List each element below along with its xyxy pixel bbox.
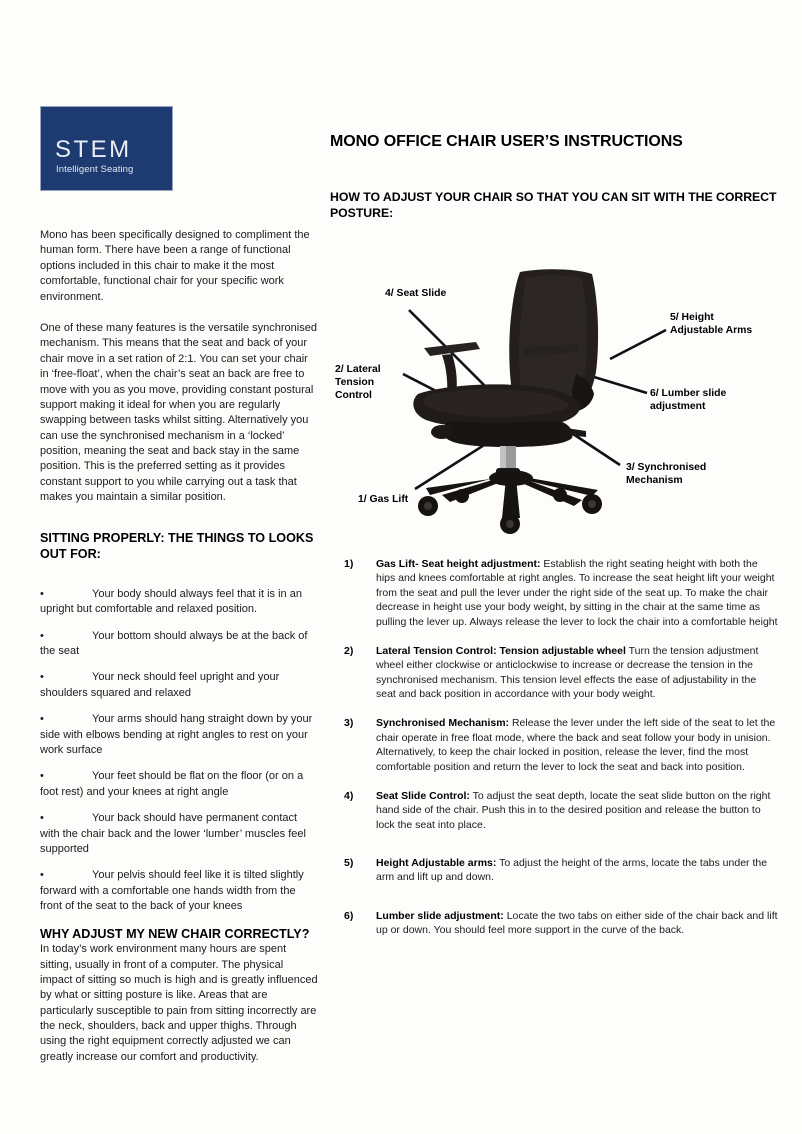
instruction-item bbox=[344, 557, 778, 629]
intro-paragraph-1: Mono has been specifically designed to compliment the human form. There have been a range of functional options included in this chair to make it the most comfortable, functional chair for your specific work environment. bbox=[40, 229, 310, 303]
list-item bbox=[40, 811, 318, 857]
instruction-body bbox=[376, 856, 778, 885]
list-item bbox=[40, 868, 318, 914]
bullet-icon: • bbox=[40, 713, 44, 726]
list-item bbox=[40, 712, 318, 758]
instruction-item bbox=[344, 644, 778, 702]
section-heading-adjust: HOW TO ADJUST YOUR CHAIR SO THAT YOU CAN SIT WITH THE CORRECT POSTURE: bbox=[330, 190, 777, 220]
sitting-tips-list bbox=[40, 587, 318, 915]
instruction-item bbox=[344, 789, 778, 832]
callout-gas-lift: 1/ Gas Lift bbox=[358, 494, 409, 505]
heading-sitting-properly: SITTING PROPERLY: THE THINGS TO LOOKS OUT FOR: bbox=[40, 530, 314, 562]
instruction-lead: Synchronised Mechanism: bbox=[376, 717, 510, 730]
instruction-body bbox=[376, 557, 778, 629]
why-adjust-paragraph: In today’s work environment many hours are spent sitting, usually in front of a computer. The physical impact of sitting so much is high and is greatly influenced by what or sitting posture is like. Areas that are particularly susceptible to pain from sitting incorrectly are the neck, shoulders, back and upper thighs. Through using the right equipment correctly adjusted we can greatly increase our comfort and productivity. bbox=[40, 943, 318, 1063]
list-item-text: Your neck should feel upright and your shoulders squared and relaxed bbox=[40, 671, 280, 699]
instruction-text: To adjust the height of the arms, locate the tabs under the arm and lift up and down. bbox=[376, 857, 768, 884]
instruction-item bbox=[344, 716, 778, 774]
instruction-text: Locate the two tabs on either side of the chair back and lift up or down. You should feel more support in the curve of the back. bbox=[376, 909, 778, 937]
instruction-number: 4) bbox=[344, 789, 354, 802]
instruction-text: Release the lever under the left side of the seat to let the chair operate in free float mode, where the back and seat follow your body in unision. Alternatively, to keep the chair locked in position, release the lever, find the most comfortable position and return the lever to lock the seat and back into position. bbox=[376, 717, 776, 773]
list-item-text: Your feet should be flat on the floor (or on a foot rest) and your knees at right angle bbox=[40, 770, 304, 798]
instruction-number: 1) bbox=[344, 558, 354, 570]
instruction-text: To adjust the seat depth, locate the seat slide button on the right hand side of the chair. Push this in to the desired position and release the button to lock the seat into place. bbox=[376, 789, 771, 831]
callout-seat-slide: 4/ Seat Slide bbox=[385, 288, 447, 299]
heading-why-adjust: WHY ADJUST MY NEW CHAIR CORRECTLY? bbox=[40, 926, 310, 941]
list-item-text: Your back should have permanent contact with the chair back and the lower ‘lumber’ muscles feel supported bbox=[40, 812, 306, 855]
callout-lumber-slide-adjustment: 6/ Lumber slide adjustment bbox=[650, 388, 727, 412]
instruction-item bbox=[344, 909, 778, 938]
list-item-text: Your pelvis should feel like it is tilted slightly forward with a comfortable one hands width from the front of the seat to the back of your knees bbox=[40, 869, 304, 913]
instruction-lead: Height Adjustable arms: bbox=[376, 857, 497, 869]
list-item bbox=[40, 769, 318, 800]
list-item bbox=[40, 629, 318, 660]
bullet-icon: • bbox=[40, 812, 44, 825]
instruction-body bbox=[376, 644, 778, 702]
instruction-item bbox=[344, 856, 778, 885]
logo-wordmark: STEM bbox=[55, 136, 132, 163]
instruction-number: 5) bbox=[344, 857, 354, 869]
list-item-text: Your bottom should always be at the back of the seat bbox=[40, 629, 308, 658]
bullet-icon: • bbox=[40, 587, 44, 600]
list-item bbox=[40, 670, 318, 701]
list-item-text: Your body should always feel that it is in an upright but comfortable and relaxed position. bbox=[40, 587, 302, 616]
page-title: MONO OFFICE CHAIR USER’S INSTRUCTIONS bbox=[330, 133, 683, 150]
instruction-text: Turn the tension adjustment wheel either clockwise or anticlockwise to increase or decrease the tension in the synchronised mechanism. This tension level effects the ease of adjustability in the seat and back position in accordance with your body weight. bbox=[376, 644, 759, 700]
callout-height-adjustable-arms: 5/ Height Adjustable Arms bbox=[670, 312, 753, 336]
header-block bbox=[330, 132, 777, 222]
callout-synchronised-mechanism: 3/ Synchronised Mechanism bbox=[626, 462, 707, 486]
logo-tagline: Intelligent Seating bbox=[56, 164, 134, 175]
list-item bbox=[40, 587, 318, 618]
instruction-body bbox=[376, 716, 778, 774]
stem-logo bbox=[40, 106, 173, 191]
instruction-lead: Lateral Tension Control: Tension adjustable wheel bbox=[376, 644, 626, 657]
bullet-icon: • bbox=[40, 770, 44, 783]
instruction-lead: Seat Slide Control: bbox=[376, 789, 470, 802]
bullet-icon: • bbox=[40, 629, 44, 642]
chair-shape bbox=[413, 269, 602, 534]
instruction-body bbox=[376, 909, 778, 938]
instruction-number: 2) bbox=[344, 644, 354, 657]
instruction-lead: Lumber slide adjustment: bbox=[376, 909, 504, 922]
instruction-number: 3) bbox=[344, 717, 354, 730]
intro-paragraph-2: One of these many features is the versatile synchronised mechanism. This means that the seat and back of your chair move in a set ration of 2:1. You can set your chair in ‘free-float’, when the chair’s seat an back are free to move with you as you move, providing constant postural support making it ideal for when you are regularly swapping between tasks whilst sitting. Alternatively you can use the synchronised mechanism in a ‘locked’ position, meaning the seat and back stay in the same position. This is the preferred setting as it provides constant support to you while carrying out a task that makes you maintain a similar position. bbox=[40, 321, 317, 504]
list-item-text: Your arms should hang straight down by your side with elbows bending at right angles to rest on your work surface bbox=[40, 713, 313, 756]
bullet-icon: • bbox=[40, 869, 44, 882]
instructions-list bbox=[344, 557, 778, 962]
left-text-column bbox=[40, 228, 318, 1065]
chair-diagram bbox=[330, 262, 780, 534]
instruction-body bbox=[376, 789, 778, 832]
instruction-text: Establish the right seating height with both the hips and knees comfortable at right angles. To increase the seat height lift your weight from the seat and pull the lever under the right side of the seat up. To make the chair decrease in height use your body weight, by sitting in the chair at the same time as pulling the lever up. Always release the lever to lock the chair into a comfortable height bbox=[376, 558, 778, 628]
instruction-lead: Gas Lift- Seat height adjustment: bbox=[376, 558, 541, 570]
instruction-number: 6) bbox=[344, 909, 354, 922]
bullet-icon: • bbox=[40, 671, 44, 684]
callout-lateral-tension-control: 2/ Lateral Tension Control bbox=[335, 364, 381, 401]
